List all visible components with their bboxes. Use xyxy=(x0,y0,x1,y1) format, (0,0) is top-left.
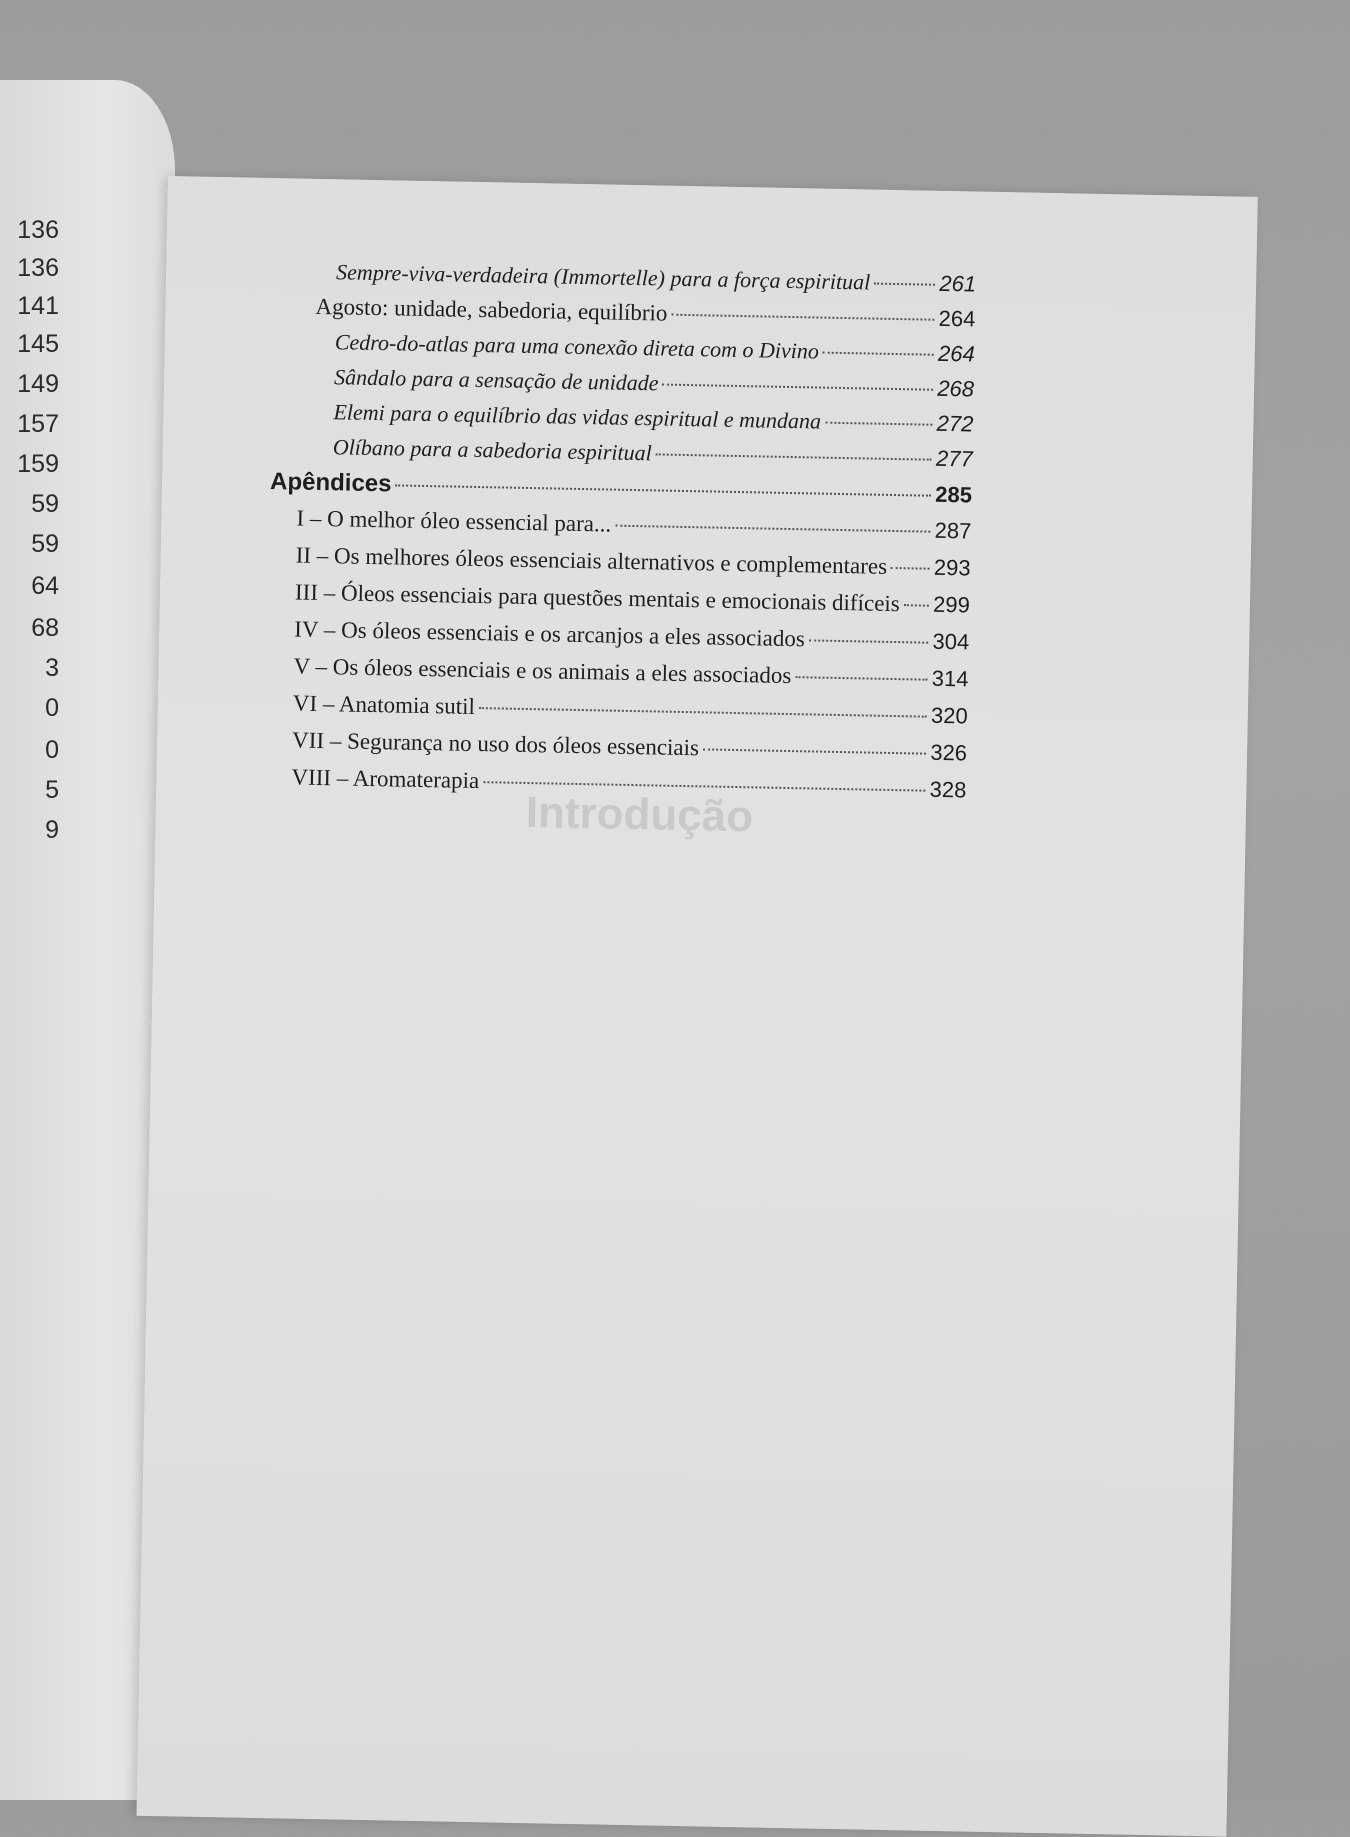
toc-entry xyxy=(296,506,971,545)
left-page-number: 3 xyxy=(45,654,59,682)
toc-section-heading xyxy=(270,468,972,509)
toc-entry xyxy=(295,543,970,582)
toc-entry-page: 277 xyxy=(935,445,973,472)
left-page-number: 145 xyxy=(17,330,59,358)
left-page-number: 0 xyxy=(45,694,59,722)
toc-entry xyxy=(336,259,976,297)
toc-entry-page: 264 xyxy=(937,340,975,367)
leader-dots xyxy=(825,422,933,426)
toc-entry xyxy=(334,364,974,402)
show-through-heading: Introdução xyxy=(525,787,754,842)
leader-dots xyxy=(483,781,925,791)
left-page-number: 68 xyxy=(31,614,59,642)
toc-entry-page: 326 xyxy=(930,739,968,766)
leader-dots xyxy=(479,707,927,718)
toc-entry-page: 328 xyxy=(929,776,967,803)
toc-entry xyxy=(333,434,973,472)
toc-entry xyxy=(293,690,968,729)
leader-dots xyxy=(795,676,927,681)
toc-entry-label: Elemi para o equilíbrio das vidas espiritual e mundana xyxy=(333,399,822,434)
left-page-number: 5 xyxy=(45,776,59,804)
left-page-number: 157 xyxy=(17,410,59,438)
toc-entry xyxy=(292,727,967,766)
leader-dots xyxy=(703,748,926,754)
toc-entry-label: I – O melhor óleo essencial para... xyxy=(296,505,612,537)
toc-entry-page: 293 xyxy=(933,554,971,581)
toc-entry-label: VI – Anatomia sutil xyxy=(292,690,476,719)
leader-dots xyxy=(823,352,934,356)
left-page-number: 136 xyxy=(17,254,59,282)
leader-dots xyxy=(656,453,932,460)
toc-entry xyxy=(315,294,975,333)
toc-entry-label: Cedro-do-atlas para uma conexão direta com o Divino xyxy=(334,329,820,364)
leader-dots xyxy=(395,484,931,496)
left-page-number: 59 xyxy=(31,490,59,518)
toc-entry xyxy=(291,764,966,803)
toc-entry xyxy=(295,580,970,619)
left-page-number: 9 xyxy=(45,816,59,844)
toc-entry-label: II – Os melhores óleos essenciais alternativos e complementares xyxy=(295,542,888,579)
leader-dots xyxy=(904,604,929,606)
toc-entry-page: 272 xyxy=(936,410,974,437)
toc-entry-page: 299 xyxy=(932,591,971,618)
toc-entry-label: V – Os óleos essenciais e os animais a eles associados xyxy=(293,653,792,689)
leader-dots xyxy=(615,525,930,533)
leader-dots xyxy=(671,314,934,321)
toc-entry-label: Apêndices xyxy=(269,468,392,498)
toc-entry-page: 314 xyxy=(931,665,969,692)
left-page-number: 59 xyxy=(31,530,59,558)
toc-entry xyxy=(293,654,968,693)
left-page-number: 136 xyxy=(17,216,59,244)
left-page-number: 141 xyxy=(17,292,59,320)
toc-entry-label: IV – Os óleos essenciais e os arcanjos a eles associados xyxy=(294,616,806,652)
right-page xyxy=(137,176,1258,1837)
left-page-number: 64 xyxy=(31,572,59,600)
table-of-contents xyxy=(137,176,1258,1837)
leader-dots xyxy=(809,639,929,643)
toc-entry-label: VII – Segurança no uso dos óleos essenciais xyxy=(291,727,700,761)
toc-entry-label: Sempre-viva-verdadeira (Immortelle) para a força espiritual xyxy=(335,259,871,295)
toc-entry-label: Agosto: unidade, sabedoria, equilíbrio xyxy=(315,293,668,326)
toc-entry-page: 261 xyxy=(939,270,977,297)
leader-dots xyxy=(663,384,934,391)
toc-entry-page: 304 xyxy=(932,628,970,655)
toc-entry-page: 287 xyxy=(934,517,972,544)
toc-entry-label: Olíbano para a sabedoria espiritual xyxy=(332,434,653,466)
toc-entry xyxy=(333,399,973,437)
toc-entry-label: VIII – Aromaterapia xyxy=(291,764,480,794)
toc-entry-page: 264 xyxy=(938,305,976,332)
toc-entry xyxy=(335,329,975,367)
toc-entry-label: Sândalo para a sensação de unidade xyxy=(333,364,659,396)
toc-entry-page: 320 xyxy=(930,702,969,729)
leader-dots xyxy=(891,567,930,570)
toc-entry xyxy=(294,617,969,656)
toc-entry-page: 285 xyxy=(935,481,973,508)
left-page-number: 0 xyxy=(45,736,59,764)
left-page-number: 159 xyxy=(17,450,59,478)
leader-dots xyxy=(874,283,935,286)
left-page-number: 149 xyxy=(17,370,59,398)
toc-entry-page: 268 xyxy=(937,375,975,402)
toc-entry-label: III – Óleos essenciais para questões mentais e emocionais difíceis xyxy=(294,579,900,617)
